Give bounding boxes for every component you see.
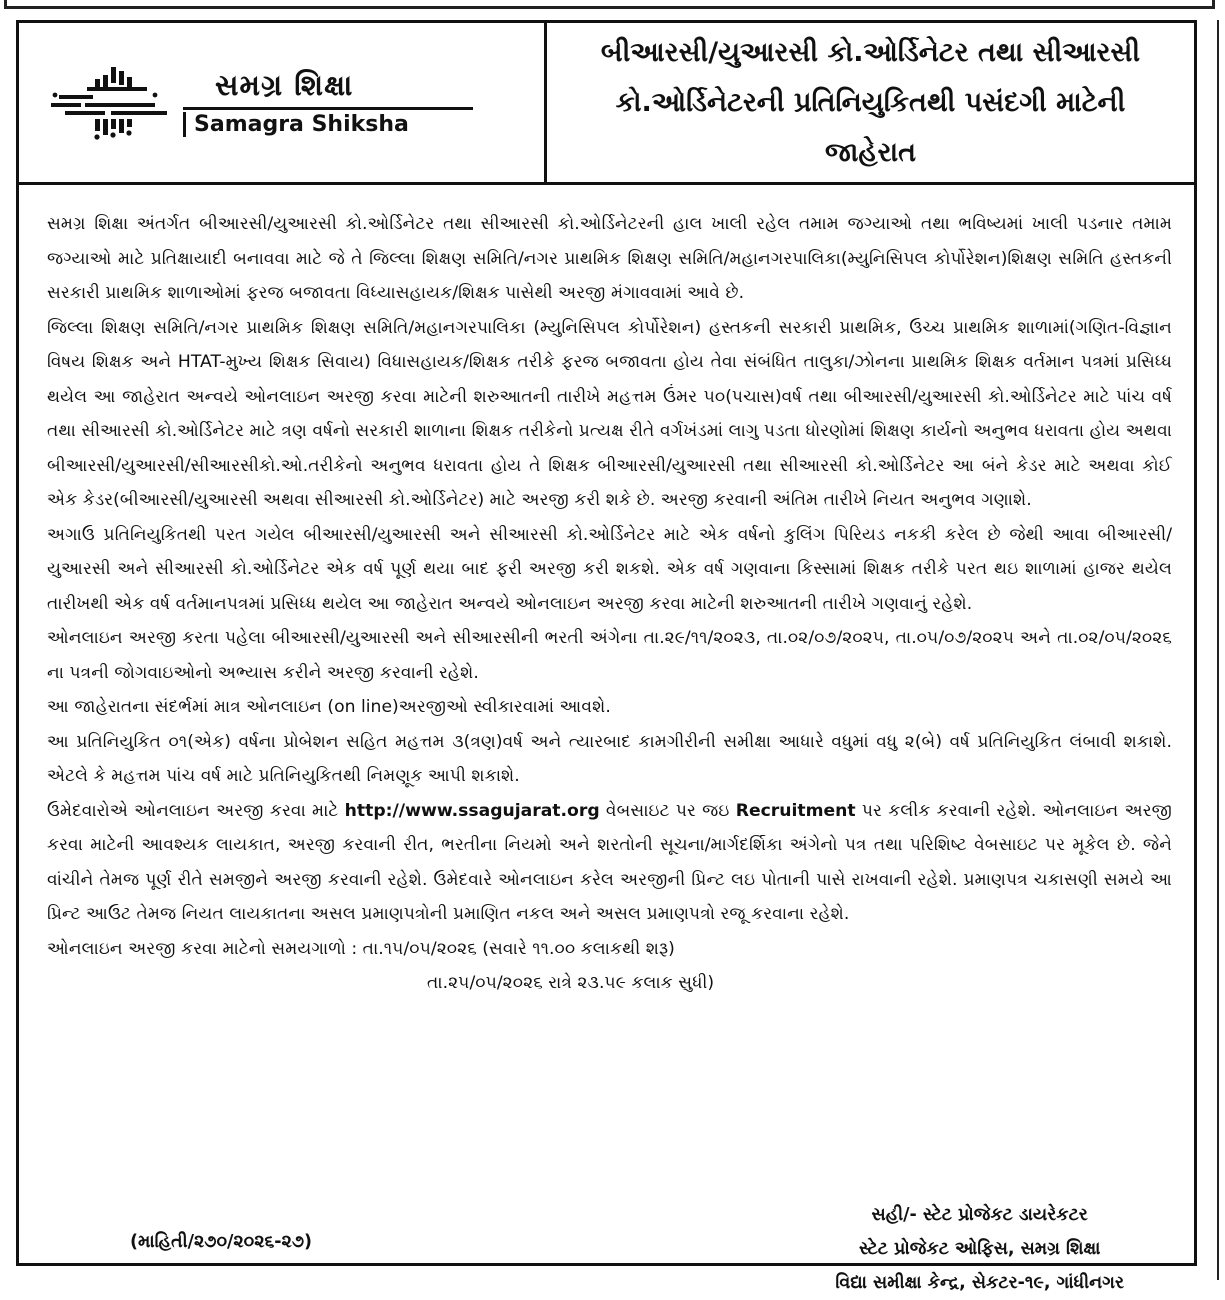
recruitment-link-text: Recruitment: [735, 800, 856, 821]
title-line-2: કો.ઓર્ડિનેટરની પ્રતિનિયુકિતથી પસંદગી માટેની: [615, 86, 1126, 118]
logo-gujarati-text: સમગ્ર શિક્ષા: [215, 68, 354, 102]
website-link[interactable]: http://www.ssagujarat.org: [344, 800, 600, 821]
reference-number: (માહિતી/૨૭૦/૨૦૨૬-૨૭): [130, 1232, 312, 1252]
paragraph-4: ઓનલાઇન અરજી કરતા પહેલા બીઆરસી/યુઆરસી અને સીઆરસીની ભરતી અંગેના તા.૨૯/૧૧/૨૦૨૩, તા.૦૨/૦૭/૨૦૨૫, તા.૦૫/૦૭/૨૦૨૫ અને તા.૦૨/૦૫/૨૦૨૬ ના પત્રની જોગવાઇઓનો અભ્યાસ કરીને અરજી કરવાની રહેશે.: [47, 628, 1172, 683]
signature-line-2: સ્ટેટ પ્રોજેકટ ઓફિસ, સમગ્ર શિક્ષા: [858, 1239, 1101, 1259]
paragraph-1: સમગ્ર શિક્ષા અંતર્ગત બીઆરસી/યુઆરસી કો.ઓર્ડિનેટર તથા સીઆરસી કો.ઓર્ડિનેટરની હાલ ખાલી રહેલ તમામ જગ્યાઓ તથા ભવિષ્યમાં ખાલી પડનાર તમામ જગ્યાઓ માટે પ્રતિક્ષાયાદી બનાવવા માટે જે તે જિલ્લા શિક્ષણ સમિતિ/નગર પ્રાથમિક શિક્ષણ સમિતિ/મહાનગરપાલિકા(મ્યુનિસિપલ કોર્પોરેશન)શિક્ષણ સમિતિ હસ્તકની સરકારી પ્રાથમિક શાળાઓમાં ફરજ બજાવતા વિધ્યાસહાયક/શિક્ષક પાસેથી અરજી મંગાવવામાં આવે છે.: [47, 214, 1172, 303]
logo-divider: [183, 107, 473, 110]
title-line-3: જાહેરાત: [824, 136, 917, 168]
signature-line-3: વિદ્યા સમીક્ષા કેન્દ્ર, સેકટર-૧૯, ગાંધીનગર: [835, 1273, 1124, 1293]
signature-line-1: સહી/- સ્ટેટ પ્રોજેકટ ડાયરેકટર: [871, 1205, 1088, 1225]
title-cell: [547, 23, 1194, 182]
paragraph-5: આ જાહેરાતના સંદર્ભમાં માત્ર ઓનલાઇન (on line)અરજીઓ સ્વીકારવામાં આવશે.: [47, 697, 611, 717]
right-edge-border: [1217, 20, 1223, 1280]
paragraph-6: આ પ્રતિનિયુકિત ૦૧(એક) વર્ષના પ્રોબેશન સહિત મહત્તમ ૩(ત્રણ)વર્ષ અને ત્યારબાદ કામગીરીની સમીક્ષા આધારે વધુમાં વધુ ૨(બે) વર્ષ પ્રતિનિયુકિત લંબાવી શકાશે. એટલે કે મહત્તમ પાંચ વર્ષ માટે પ્રતિનિયુકિતથી નિમણૂક આપી શકાશે.: [47, 731, 1172, 786]
paragraph-7-middle: વેબસાઇટ પર જઇ: [599, 800, 736, 821]
application-period-end: તા.૨૫/૦૫/૨૦૨૬ રાત્રે ૨૩.૫૯ કલાક સુધી): [427, 973, 715, 993]
logo-english-text: Samagra Shiksha: [183, 112, 473, 137]
application-period-start: ઓનલાઇન અરજી કરવા માટેનો સમયગાળો : તા.૧૫/૦૫/૨૦૨૬ (સવારે ૧૧.૦૦ કલાકથી શરૂ): [47, 938, 675, 959]
samagra-shiksha-logo-icon: [51, 65, 171, 141]
top-border: [4, 0, 1215, 9]
notice-frame: [16, 20, 1197, 1293]
paragraph-7-intro: ઉમેદવારોએ ઓનલાઇન અરજી કરવા માટે: [47, 800, 345, 821]
paragraph-3: અગાઉ પ્રતિનિયુકિતથી પરત ગયેલ બીઆરસી/યુઆરસી અને સીઆરસી કો.ઓર્ડિનેટર માટે એક વર્ષનો કુલિંગ પિરિયડ નકકી કરેલ છે જેથી આવા બીઆરસી/યુઆરસી અને સીઆરસી કો.ઓર્ડિનેટર એક વર્ષ પૂર્ણ થયા બાદ ફરી અરજી કરી શકશે. એક વર્ષ ગણવાના કિસ્સામાં શિક્ષક તરીકે પરત થઇ શાળામાં હાજર થયેલ તારીખથી એક વર્ષ વર્તમાનપત્રમાં પ્રસિધ્ધ થયેલ આ જાહેરાત અન્વયે ઓનલાઇન અરજી કરવા માટેની શરુઆતની તારીખે ગણવાનું રહેશે.: [47, 524, 1172, 614]
signature-block: [835, 1198, 1124, 1300]
logo-text: [183, 68, 473, 137]
paragraph-7: [47, 794, 1172, 932]
notice-header: [19, 23, 1194, 185]
notice-body: [19, 185, 1194, 1001]
notice-title: [601, 28, 1140, 178]
paragraph-7-rest: પર કલીક કરવાની રહેશે. ઓનલાઇન અરજી કરવા માટેની આવશ્યક લાયકાત, અરજી કરવાની રીત, ભરતીના નિયમો અને શરતોની સૂચના/માર્ગદર્શિકા અંગેનો પત્ર તથા પરિશિષ્ટ વેબસાઇટ પર મૂકેલ છે. જેને વાંચીને તેમજ પૂર્ણ રીતે સમજીને અરજી કરવાની રહેશે. ઉમેદવારે ઓનલાઇન કરેલ અરજીની પ્રિન્ટ લઇ પોતાની પાસે રાખવાની રહેશે. પ્રમાણપત્ર ચકાસણી સમયે આ પ્રિન્ટ આઉટ તેમજ નિયત લાયકાતના અસલ પ્રમાણપત્રોની પ્રમાણિત નકલ અને અસલ પ્રમાણપત્રો રજૂ કરવાના રહેશે.: [47, 800, 1172, 924]
title-line-1: બીઆરસી/યુઆરસી કો.ઓર્ડિનેટર તથા સીઆરસી: [600, 36, 1141, 68]
logo-cell: [19, 23, 547, 182]
paragraph-2: જિલ્લા શિક્ષણ સમિતિ/નગર પ્રાથમિક શિક્ષણ સમિતિ/મહાનગરપાલિકા (મ્યુનિસિપલ કોર્પોરેશન) હસ્તકની સરકારી પ્રાથમિક, ઉચ્ચ પ્રાથમિક શાળામાં(ગણિત-વિજ્ઞાન વિષય શિક્ષક અને HTAT-મુખ્ય શિક્ષક સિવાય) વિધાસહાયક/શિક્ષક તરીકે ફરજ બજાવતા હોય તેવા સંબંધિત તાલુકા/ઝોનના પ્રાથમિક શિક્ષક વર્તમાન પત્રમાં પ્રસિધ્ધ થયેલ આ જાહેરાત અન્વયે ઓનલાઇન અરજી કરવા માટેની શરુઆતની તારીખે મહત્તમ ઉંમર ૫૦(પચાસ)વર્ષ તથા બીઆરસી/યુઆરસી કો.ઓર્ડિનેટર માટે પાંચ વર્ષ તથા સીઆરસી કો.ઓર્ડિનેટર માટે ત્રણ વર્ષનો સરકારી શાળાના શિક્ષક તરીકેનો પ્રત્યક્ષ રીતે વર્ગખંડમાં લાગુ પડતા ધોરણોમાં શિક્ષણ કાર્યનો અનુભવ ધરાવતા હોય અથવા બીઆરસી/યુઆરસી/સીઆરસીકો.ઓ.તરીકેનો અનુભવ ધરાવતા હોય તે શિક્ષક બીઆરસી/યુઆરસી તથા સીઆરસી કો.ઓર્ડિનેટર આ બંને કેડર માટે અથવા કોઈ એક કેડર(બીઆરસી/યુઆરસી અથવા સીઆરસી કો.ઓર્ડિનેટર) માટે અરજી કરી શકે છે. અરજી કરવાની અંતિમ તારીખે નિયત અનુભવ ગણાશે.: [47, 317, 1172, 510]
